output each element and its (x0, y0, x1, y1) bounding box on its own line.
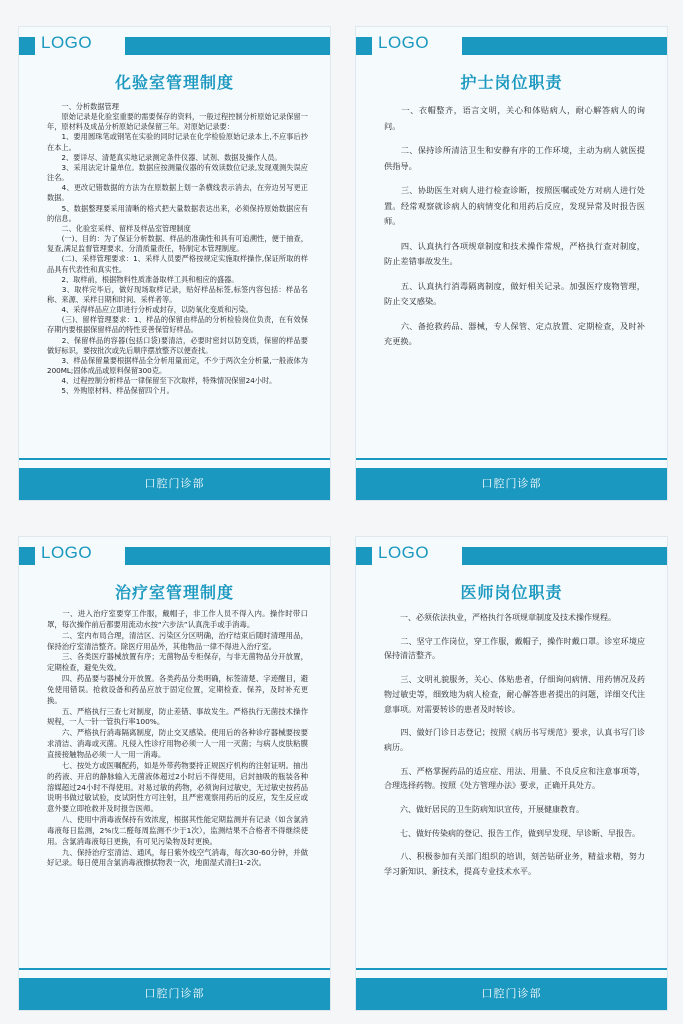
paragraph: 4、采得样品应立即进行分析或封存，以防氧化变质和污染。 (47, 305, 253, 315)
paragraph: 5、外购原材料、样品保留四个月。 (47, 386, 174, 396)
panel-title: 护士岗位职责 (460, 73, 563, 92)
paragraph: 2、要详尽、清楚真实地记录测定条件仪器、试剂、数据及操作人员。 (47, 152, 282, 162)
paragraph: 一、必须依法执业，严格执行各项规章制度及技术操作规程。 (384, 613, 616, 622)
panel-treatment-room-rules (18, 536, 331, 1011)
paragraph: 八、积极参加有关部门组织的培训，刻苦钻研业务，精益求精，努力学习新知识、新技术，提高专业技术水平。 (384, 852, 645, 877)
paragraph: 4、更改记错数据的方法为在原数据上划一条横线表示消去，在旁边另写更正数据。 (47, 183, 308, 203)
panel-nurse-duties (355, 26, 668, 501)
bottom-accent-line (19, 458, 330, 460)
paragraph: 五、认真执行消毒隔离制度，做好相关记录。加强医疗废物管理，防止交叉感染。 (384, 280, 645, 306)
paragraph: 3、样品保留量要根据样品全分析用量而定，不少于两次全分析量,一般液体为200ML;固体成品或原料保留300克。 (47, 355, 308, 376)
paragraph: 1、要用圆珠笔或钢笔在实验的同时记录在化学检验原始记录本上,不应事后抄在本上。 (47, 132, 308, 152)
bottom-accent-line (19, 968, 330, 970)
bottom-accent-line (356, 968, 667, 970)
footer-clinic-name: 口腔门诊部 (144, 477, 205, 490)
paragraph: 一、分析数据管理 (47, 102, 119, 111)
bottom-accent-line (356, 458, 667, 460)
footer-clinic-name: 口腔门诊部 (144, 987, 205, 1000)
paragraph: 六、备抢救药品、器械，专人保管、定点放置、定期检查，及时补充更换。 (384, 320, 645, 346)
paragraph: 3、取样完毕后，做好现场取样记录，贴好样品标签,标签内容包括：样品名称、来源、采样日期和时间、采样者等。 (47, 284, 308, 304)
paragraph: 三、文明礼貌服务，关心、体贴患者，仔细询问病情、用药情况及药物过敏史等，细致地为病人检查，耐心解答患者提出的问题，详细交代注意事项。对需要转诊的患者及时转诊。 (384, 675, 645, 714)
logo: LOGO (41, 543, 93, 562)
paragraph: 原始记录是化验室重要的需要保存的资料，一般过程控制分析原始记录保留一年，原材料及成品分析原始记录保留三年。对原始记录要： (47, 112, 308, 132)
paragraph: 二、坚守工作岗位，穿工作服，戴帽子，操作时戴口罩。诊室环境应保持清洁整齐。 (384, 636, 645, 661)
paragraph: 五、严格执行三查七对制度，防止差错、事故发生。严格执行无菌技术操作规程，一人一针一管执行率100%。 (47, 706, 308, 727)
paragraph: 四、药品要与器械分开放置。各类药品分类明确，标签清楚、字迹醒目，避免使用错误。抢救设备和药品应放于固定位置，定期检查、保养，及时补充更换。 (47, 674, 308, 705)
panel-body (47, 102, 308, 397)
paragraph: 二、化验室采样、留样及样品室管理制度 (47, 223, 191, 233)
paragraph: 六、严格执行消毒隔离制度，防止交叉感染。使用后的各种诊疗器械要按要求清洁、消毒或灭菌。凡侵入性诊疗用物必须一人一用一灭菌；与病人皮肤粘膜直接接触物品必须一人一用一消毒。 (47, 728, 308, 759)
panel-title: 治疗室管理制度 (114, 583, 234, 602)
panel-lab-rules (18, 26, 331, 501)
footer-clinic-name: 口腔门诊部 (481, 987, 542, 1000)
panel-body (384, 103, 645, 359)
logo: LOGO (378, 33, 430, 52)
paragraph: 七、做好传染病的登记、报告工作，做到早发现、早诊断、早报告。 (384, 828, 640, 838)
paragraph: 八、使用中消毒液保持有效浓度，根据其性能定期监测并有记录（如含氯消毒液每日监测，2%戊二醛每周监测不少于1次），监测结果不合格者不得继续使用。含氯消毒液每日更换，有可见污染物及时更换。 (47, 815, 308, 846)
paragraph: 二、保持诊所清洁卫生和安静有序的工作环境，主动为病人就医提供指导。 (384, 145, 645, 171)
paragraph: 2、保留样品的容器(包括口袋)要清洁，必要时密封以防变质，保留的样品要做好标识，要按批次或先后顺序摆放整齐以便查找。 (47, 335, 308, 355)
paragraph: (二)、采样管理要求：1、采样人员要严格按规定实施取样操作,保证所取的样品具有代表性和真实性。 (47, 254, 308, 274)
paragraph: 二、室内布局合理，清洁区、污染区分区明确，治疗结束后随时清理用品，保持治疗室清洁整齐。除医疗用品外，其他物品一律不得进入治疗室。 (47, 630, 308, 651)
paragraph: 三、协助医生对病人进行检查诊断，按照医嘱或处方对病人进行处置。经常观察就诊病人的病情变化和用药后反应，发现异常及时报告医师。 (384, 185, 645, 226)
paragraph: 一、衣帽整齐，语言文明，关心和体贴病人，耐心解答病人的询问。 (384, 105, 645, 131)
paragraph: 九、保持治疗室清洁、通风，每日紫外线空气消毒，每次30-60分钟，并做好记录。每日使用含氯消毒液擦拭物表一次，地面湿式清扫1-2次。 (47, 847, 308, 868)
paragraph: 3、采用法定计量单位。数据应按测量仪器的有效读数位记录,发现观测失误应注名。 (47, 162, 308, 183)
footer-clinic-name: 口腔门诊部 (481, 477, 542, 490)
paragraph: 四、认真执行各项规章制度和技术操作常规，严格执行查对制度，防止差错事故发生。 (384, 240, 645, 266)
panel-body (384, 611, 645, 889)
logo: LOGO (378, 543, 430, 562)
paragraph: 4、过程控制分析样品一律保留至下次取样，特殊情况保留24小时。 (47, 376, 277, 386)
paragraph: 5、数据整理要采用清晰的格式把大量数据表达出来，必须保持原始数据应有的信息。 (47, 203, 308, 223)
paragraph: (一)、目的：为了保证分析数据、样品的准确性和具有可追溯性，便于抽查，复查,满足监督管理要求、分清质量责任，特制定本管理制度。 (47, 234, 308, 254)
paragraph: 四、做好门诊日志登记；按照《病历书写规范》要求，认真书写门诊病历。 (384, 728, 645, 752)
paragraph: 五、严格掌握药品的适应症、用法、用量、不良反应和注意事项等，合理选择药物。按照《处方管理办法》要求，正确开具处方。 (384, 766, 645, 791)
panel-doctor-duties (355, 536, 668, 1011)
paragraph: 三、各类医疗器械放置有序；无菌物品专柜保存，与非无菌物品分开放置，定期检查，避免失效。 (47, 652, 308, 673)
paragraph: 六、做好居民的卫生防病知识宣传，开展健康教育。 (384, 805, 584, 815)
paragraph: (三)、留样管理要求：1、样品的保留由样品的分析检验岗位负责，在有效保存期内要根据保留样品的特性妥善保管好样品。 (47, 315, 308, 335)
logo: LOGO (41, 33, 93, 52)
paragraph: 2、取样前，根据物料性质准备取样工具和相应的盛器。 (47, 274, 239, 284)
panel-title: 医师岗位职责 (460, 583, 563, 602)
panel-title: 化验室管理制度 (114, 73, 234, 92)
paragraph: 一、进入治疗室要穿工作服，戴帽子，非工作人员不得入内。操作时带口罩，每次操作前后都要用流动水按“六步法”认真洗手或手消毒。 (47, 609, 308, 629)
panel-body (47, 609, 308, 869)
paragraph: 七、按处方或医嘱配药，如是外带药物要持正规医疗机构的注射证明。抽出的药液、开启的静脉输入无菌液体超过2小时后不得使用，启封抽吸的瓶装各种溶媒超过24小时不得使用。对易过敏的药物，必须询问过敏史，无过敏史按药品说明书做过敏试验，皮试阴性方可注射，且严密观察用药后的反应，发生反应或意外要立即抢救并及时报告医师。 (47, 760, 308, 814)
